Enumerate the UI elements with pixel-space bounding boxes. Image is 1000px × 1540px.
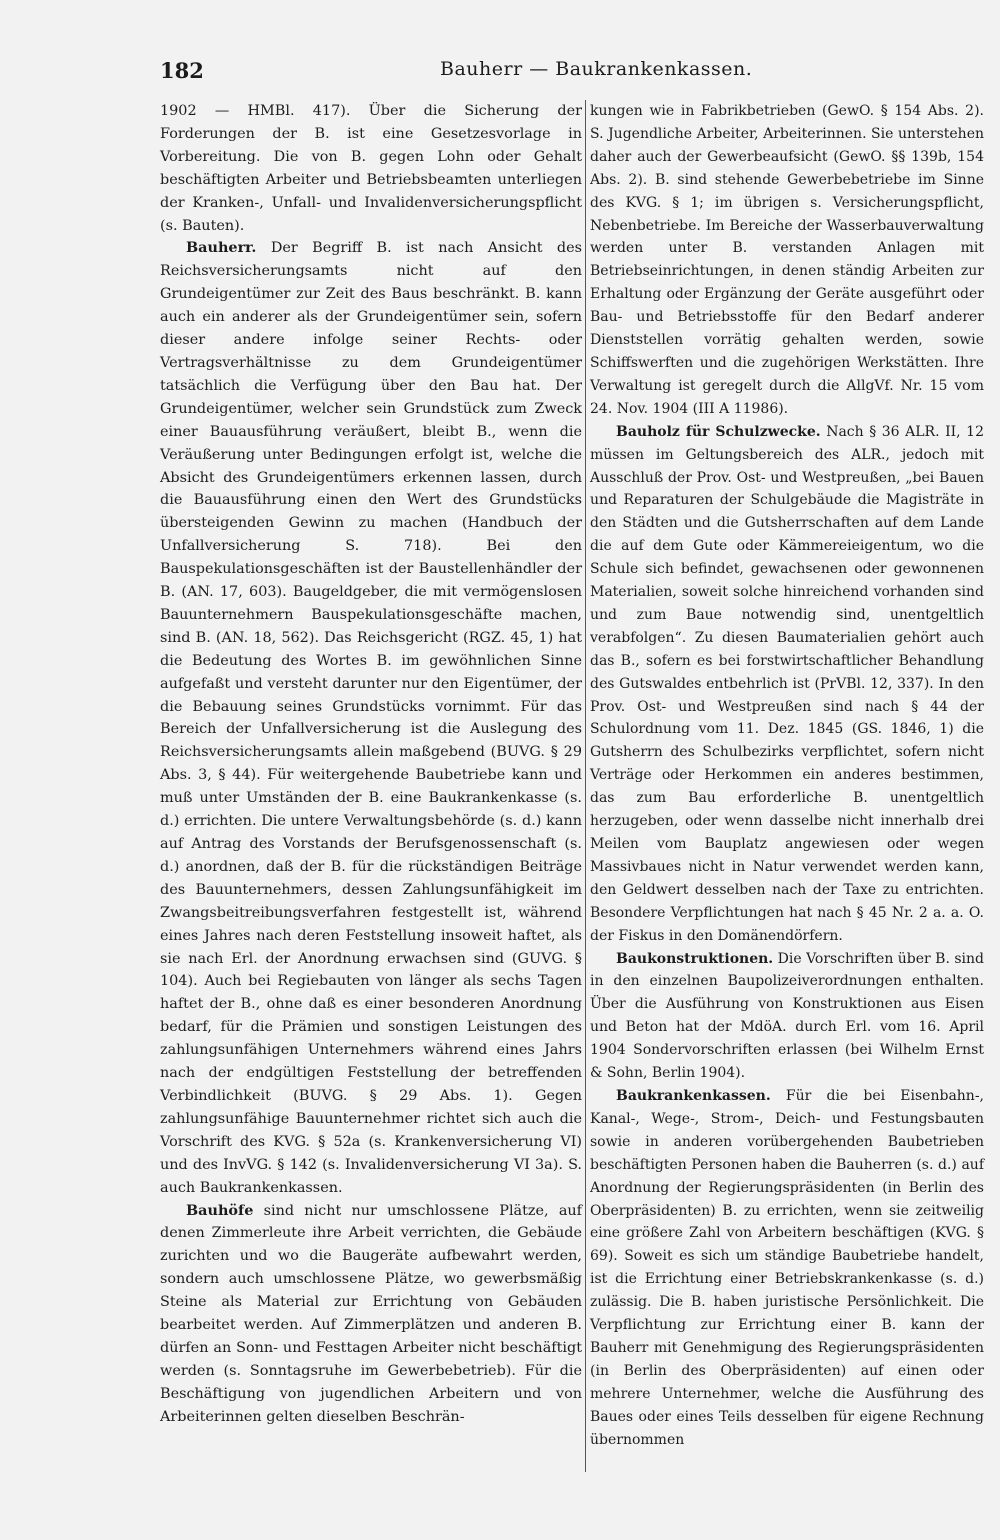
right-column [590,100,984,1451]
entry-headword: Bauherr. [186,239,257,257]
column-divider [585,100,586,1472]
entry-paragraph [590,421,984,948]
entry-text: Für die bei Eisenbahn-, Kanal-, Wege-, Strom-, Deich- und Festungsbauten sowie in anderen vorübergehenden Baubetrieben beschäftigten Personen haben die Bauherren (s. d.) auf Anordnung der Regierungspräsidenten (in Berlin des Oberpräsidenten) B. zu errichten, wenn sie zeitweilig eine größere Zahl von Arbeitern beschäftigen (KVG. § 69). Soweit es sich um ständige Baubetriebe handelt, ist die Errichtung einer Betriebskrankenkasse (s. d.) zulässig. Die B. haben juristische Persönlichkeit. Die Verpflichtung zur Errichtung einer B. kann der Bauherr mit Genehmigung des Regierungspräsidenten (in Berlin des Oberpräsidenten) auf einen oder mehrere Unternehmer, welche die Ausführung des Baues oder eines Teils desselben für eigene Rechnung übernommen [590,1087,984,1448]
entry-text: kungen wie in Fabrikbetrieben (GewO. § 154 Abs. 2). S. Jugendliche Arbeiter, Arbeiterinnen. Sie unterstehen daher auch der Gewerbeaufsicht (GewO. §§ 139b, 154 Abs. 2). B. sind stehende Gewerbebetriebe im Sinne des KVG. § 1; im übrigen s. Versicherungspflicht, Nebenbetriebe. Im Bereiche der Wasserbauverwaltung werden unter B. verstanden Anlagen mit Betriebseinrichtungen, in denen ständig Arbeiten zur Erhaltung oder Ergänzung der Geräte ausgeführt oder Bau- und Betriebsstoffe für den Bedarf anderer Dienststellen vorrätig gehalten werden, sowie Schiffswerften und die zugehörigen Werkstätten. Ihre Verwaltung ist geregelt durch die AllgVf. Nr. 15 vom 24. Nov. 1904 (III A 11986). [590,103,984,417]
running-header: Bauherr — Baukrankenkassen. [440,58,753,80]
entry-headword: Baukrankenkassen. [616,1087,771,1104]
entry-text: Die Vorschriften über B. sind in den einzelnen Baupolizeiverordnungen enthalten. Über die Ausführung von Konstruktionen aus Eisen und Beton hat der MdöA. durch Erl. vom 16. April 1904 Sondervorschriften erlassen (bei Wilhelm Ernst & Sohn, Berlin 1904). [590,950,985,1082]
entry-paragraph [590,1085,984,1452]
entry-headword: Bauholz für Schulzwecke. [616,423,821,440]
entry-paragraph [160,100,582,237]
entry-paragraph [590,100,984,421]
entry-paragraph [160,237,582,1199]
entry-text: Nach § 36 ALR. II, 12 müssen im Geltungsbereich des ALR., jedoch mit Ausschluß der Prov. Ost- und Westpreußen, „bei Bauen und Reparaturen der Schulgebäude die Magisträte in den Städten und die Gutsherrschaften auf dem Lande die auf dem Gute oder Kämmereieigentum, wo die Schule sich befindet, gewachsenen oder gewonnenen Materialien, soweit solche hinreichend vorhanden sind und zum Baue notwendig sind, unentgeltlich verabfolgen“. Zu diesen Baumaterialien gehört auch das B., sofern es bei forstwirtschaftlicher Behandlung des Gutswaldes entbehrlich ist (PrVBl. 12, 337). In den Prov. Ost- und Westpreußen sind nach § 44 der Schulordnung vom 11. Dez. 1845 (GS. 1846, 1) die Gutsherrn des Schulbezirks verpflichtet, sofern nicht Verträge oder Herkommen ein anderes bestimmen, das zum Bau erforderliche B. unentgeltlich herzugeben, oder wenn dasselbe nicht innerhalb drei Meilen vom Bauplatz angewiesen oder wegen Massivbaues nicht in Natur verwendet werden kann, den Geldwert desselben nach der Taxe zu entrichten. Besondere Verpflichtungen hat nach § 45 Nr. 2 a. a. O. der Fiskus in den Domänendörfern. [590,423,984,944]
page-number: 182 [160,58,204,83]
entry-paragraph [160,1200,582,1429]
left-column [160,100,582,1429]
entry-headword: Bauhöfe [186,1201,254,1219]
entry-headword: Baukonstruktionen. [616,950,774,967]
entry-text: Der Begriff B. ist nach Ansicht des Reichsversicherungsamts nicht auf den Grundeigentümer zur Zeit des Baus beschränkt. B. kann auch ein anderer als der Grundeigentümer sein, sofern dieser andere infolge seiner Rechts- oder Vertragsverhältnisse zu dem Grundeigentümer tatsächlich die Verfügung über den Bau hat. Der Grundeigentümer, welcher sein Grundstück zum Zweck einer Bauausführung veräußert, bleibt B., wenn die Veräußerung unter Bedingungen erfolgt ist, welche die Absicht des Grundeigentümers erkennen lassen, durch die Bauausführung einen den Wert des Grundstücks übersteigenden Gewinn zu machen (Handbuch der Unfallversicherung S. 718). Bei den Bauspekulationsgeschäften ist der Baustellenhändler der B. (AN. 17, 603). Baugeldgeber, die mit vermögenslosen Bauunternehmern Bauspekulationsgeschäfte machen, sind B. (AN. 18, 562). Das Reichsgericht (RGZ. 45, 1) hat die Bedeutung des Wortes B. im gewöhnlichen Sinne aufgefaßt und versteht darunter nur den Eigentümer, der die Bebauung seines Grundstücks vornimmt. Für das Bereich der Unfallversicherung ist die Auslegung des Reichsversicherungsamts allein maßgebend (BUVG. § 29 Abs. 3, § 44). Für weitergehende Baubetriebe kann und muß unter Umständen der B. eine Baukrankenkasse (s. d.) errichten. Die untere Verwaltungsbehörde (s. d.) kann auf Antrag des Vorstands der Berufsgenossenschaft (s. d.) anordnen, daß der B. für die rückständigen Beiträge des Bauunternehmers, dessen Zahlungsunfähigkeit im Zwangsbeitreibungsverfahren festgestellt ist, während eines Jahres nach deren Feststellung insoweit haftet, als sie nach Erl. der Anordnung erwachsen sind (GUVG. § 104). Auch bei Regiebauten von länger als sechs Tagen haftet der B., ohne daß es einer besonderen Anordnung bedarf, für die Prämien und sonstigen Leistungen des zahlungsunfähigen Unternehmers während eines Jahrs nach der endgültigen Feststellung der betreffenden Verbindlichkeit (BUVG. § 29 Abs. 1). Gegen zahlungsunfähige Bauunternehmer richtet sich auch die Vorschrift des KVG. § 52a (s. Krankenversicherung VI) und des InvVG. § 142 (s. Invalidenversicherung VI 3a). S. auch Baukrankenkassen. [160,240,583,1196]
entry-paragraph [590,948,984,1085]
entry-text: sind nicht nur umschlossene Plätze, auf denen Zimmerleute ihre Arbeit verrichten, die Gebäude zurichten und wo die Baugeräte aufbewahrt werden, sondern auch umschlossene Plätze, wo gewerbsmäßig Steine als Material zur Errichtung von Gebäuden bearbeitet werden. Auf Zimmerplätzen und anderen B. dürfen an Sonn- und Festtagen Arbeiter nicht beschäftigt werden (s. Sonntagsruhe im Gewerbebetrieb). Für die Beschäftigung von jugendlichen Arbeitern und von Arbeiterinnen gelten dieselben Beschrän- [160,1202,582,1425]
entry-text: 1902 — HMBl. 417). Über die Sicherung der Forderungen der B. ist eine Gesetzesvorlage in Vorbereitung. Die von B. gegen Lohn oder Gehalt beschäftigten Arbeiter und Betriebsbeamten unterliegen der Kranken-, Unfall- und Invalidenversicherungspflicht (s. Bauten). [160,103,582,234]
